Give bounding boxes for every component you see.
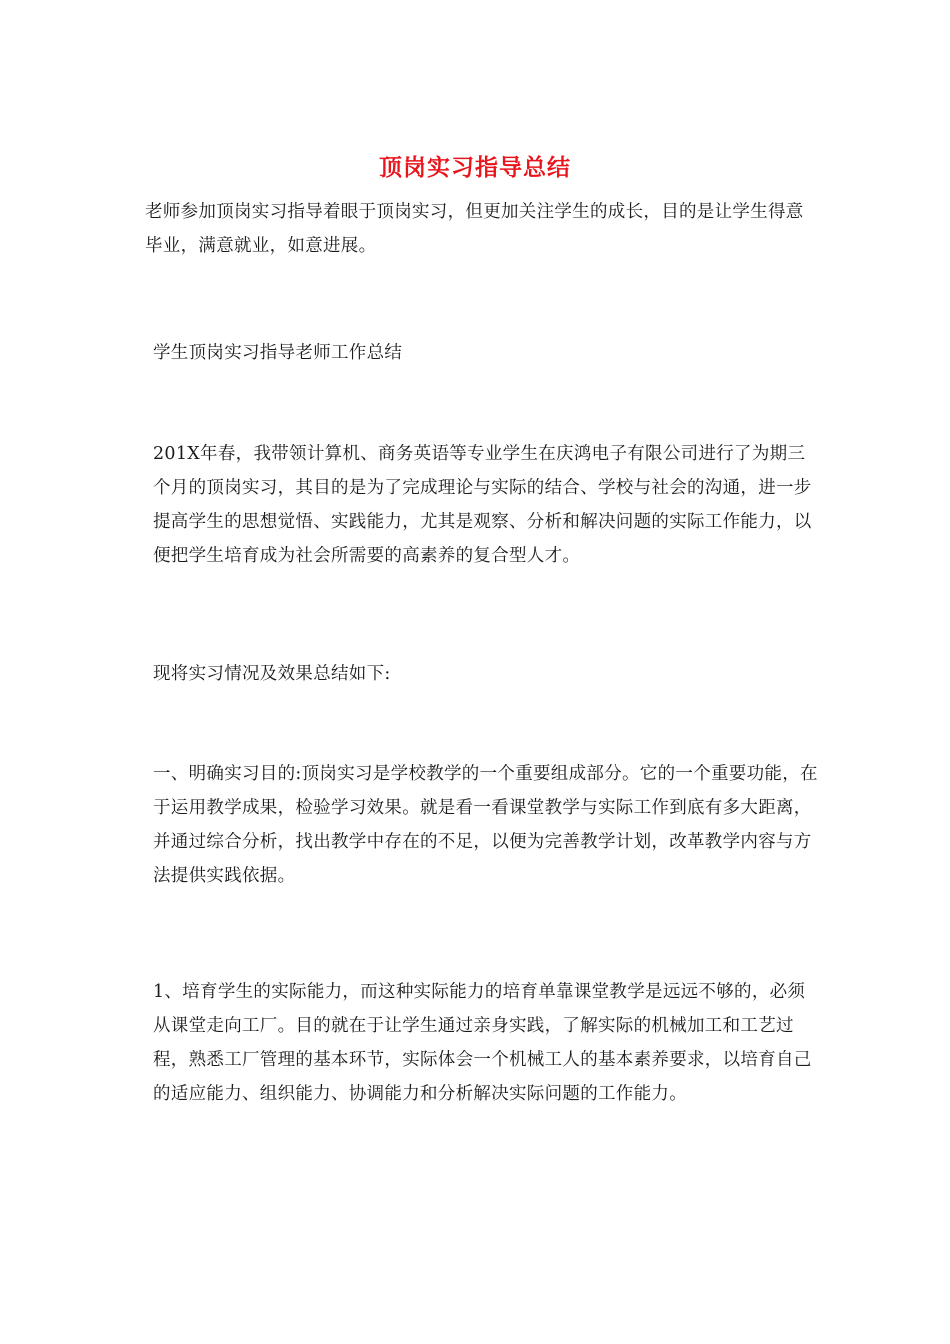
body-paragraph-background: 201X年春，我带领计算机、商务英语等专业学生在庆鸿电子有限公司进行了为期三个月的顶岗实习，其目的是为了完成理论与实际的结合、学校与社会的沟通，进一步提高学生的思想觉悟、实践能力，尤其是观察、分析和解决问题的实际工作能力，以便把学生培育成为社会所需要的高素养的复合型人才。 bbox=[153, 444, 812, 566]
summary-lead-paragraph: 现将实习情况及效果总结如下: bbox=[153, 664, 391, 684]
body-paragraph-ability: 1、培育学生的实际能力，而这种实际能力的培育单靠课堂教学是远远不够的，必须从课堂走向工厂。目的就在于让学生通过亲身实践，了解实际的机械加工和工艺过程，熟悉工厂管理的基本环节，实际体会一个机械工人的基本素养要求，以培育自己的适应能力、组织能力、协调能力和分析解决实际问题的工作能力。 bbox=[153, 982, 812, 1104]
intro-paragraph: 老师参加顶岗实习指导着眼于顶岗实习，但更加关注学生的成长，目的是让学生得意毕业，满意就业，如意进展。 bbox=[145, 202, 804, 256]
document-title: 顶岗实习指导总结 bbox=[379, 154, 571, 181]
body-paragraph-purpose: 一、明确实习目的:顶岗实习是学校教学的一个重要组成部分。它的一个重要功能，在于运用教学成果，检验学习效果。就是看一看课堂教学与实际工作到底有多大距离，并通过综合分析，找出教学中存在的不足，以便为完善教学计划，改革教学内容与方法提供实践依据。 bbox=[153, 764, 818, 886]
section-heading: 学生顶岗实习指导老师工作总结 bbox=[153, 343, 403, 363]
